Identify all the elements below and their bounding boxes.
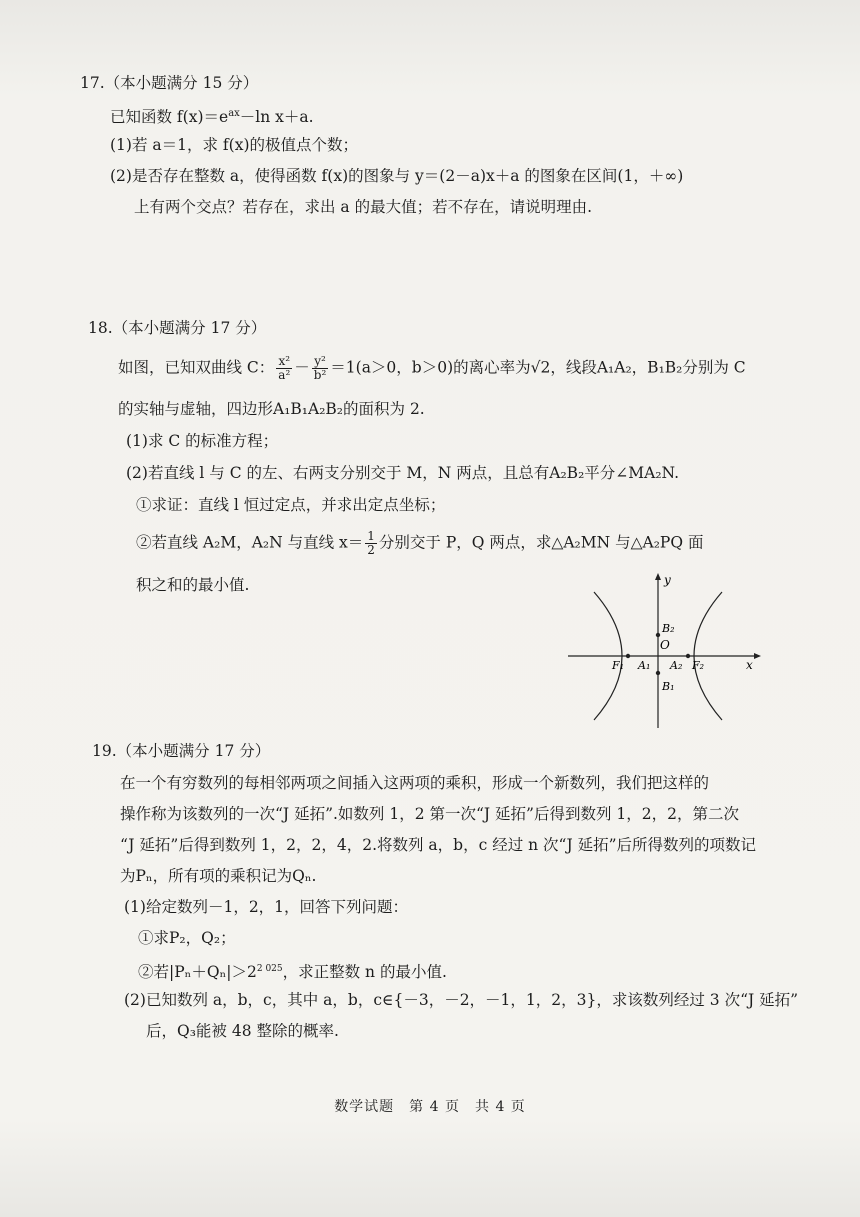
q19-stem-line3: “J 延拓”后得到数列 1，2，2，4，2.将数列 a，b，c 经过 n 次“J 延拓”后所得数列的项数记 [120, 836, 757, 854]
q17-stem: 已知函数 $f(x)=e^{ax}-\ln$ x＋a. [110, 108, 314, 127]
q18-heading: 18.（本小题满分 17 分） [88, 319, 267, 337]
q18-part2-i: ①求证：直线 l 恒过定点，并求出定点坐标； [136, 496, 446, 514]
q19-stem-line1: 在一个有穷数列的每相邻两项之间插入这两项的乘积，形成一个新数列，我们把这样的 [120, 774, 710, 792]
q18-stem-line1: 如图，已知双曲线 C： $\frac{\text{x²}}{\text{a²}}$ － $\frac{\text{y²}}{\text{b²}}$ ＝1(a＞0，b＞0)的离心率为√2，线段A₁A₂，B₁B₂分别为 C [118, 354, 746, 382]
y-axis-arrow [655, 573, 661, 580]
fraction-y2-b2: $\frac{\text{y²}}{\text{b²}}$ [313, 354, 327, 382]
point-F2 [686, 654, 690, 658]
q19-part1-ii: ②若$|P_n+Q_n|>2^{2 025}$，求正整数 n 的最小值. [138, 963, 447, 982]
q18-part2-ii-cont: 积之和的最小值. [136, 576, 250, 594]
page-footer: 数学试题 第 4 页 共 4 页 [334, 1099, 526, 1115]
label-A2: A₂ [670, 659, 683, 672]
q19-part2-line2: 后，Q₃能被 48 整除的概率. [146, 1022, 339, 1040]
q19-part1: (1)给定数列－1，2，1，回答下列问题： [124, 898, 409, 916]
label-F2: F₂ [692, 659, 705, 672]
label-F1: F₁ [612, 659, 625, 672]
q19-stem-line4: 为Pₙ，所有项的乘积记为Qₙ. [120, 867, 317, 885]
q17-heading: 17.（本小题满分 15 分） [80, 74, 259, 92]
x-axis-arrow [754, 653, 761, 659]
label-y: y [664, 573, 671, 587]
q19-part1-i: ①求P₂，Q₂； [138, 929, 236, 947]
q18-part1: (1)求 C 的标准方程； [126, 432, 279, 450]
point-F1 [626, 654, 630, 658]
label-B2: B₂ [662, 622, 675, 635]
fraction-x2-a2: $\frac{\text{x²}}{\text{a²}}$ [278, 354, 291, 382]
label-B1: B₁ [662, 680, 675, 693]
label-O: O [660, 638, 670, 652]
q19-part2-line1: (2)已知数列 a，b，c，其中 a，b，c∈{－3，－2，－1，1，2，3}，求该数列经过 3 次“J 延拓” [124, 991, 799, 1009]
label-A1: A₁ [638, 659, 651, 672]
point-B2 [656, 633, 660, 637]
q17-part2-line2: 上有两个交点？若存在，求出 a 的最大值；若不存在，请说明理由. [134, 198, 593, 216]
q18-part2-ii: ②若直线 A₂M，A₂N 与直线 x＝ $\frac{1}{2}$ 分别交于 P，Q 两点，求△A₂MN 与△A₂PQ 面 [136, 529, 704, 557]
q19-heading: 19.（本小题满分 17 分） [92, 742, 271, 760]
q17-part2-line1: (2)是否存在整数 a，使得函数 f(x)的图象与 y＝(2－a)x＋a 的图象在区间(1，＋∞) [110, 167, 684, 185]
label-x: x [746, 658, 753, 672]
point-B1 [656, 671, 660, 675]
q18-stem-line2: 的实轴与虚轴，四边形A₁B₁A₂B₂的面积为 2. [118, 400, 425, 418]
q18-part2: (2)若直线 l 与 C 的左、右两支分别交于 M，N 两点，且总有A₂B₂平分∠MA₂N. [126, 464, 680, 482]
q19-stem-line2: 操作称为该数列的一次“J 延拓”.如数列 1，2 第一次“J 延拓”后得到数列 1，2，2，第二次 [120, 805, 739, 823]
q17-part1: (1)若 a＝1，求 f(x)的极值点个数； [110, 136, 358, 154]
hyperbola-figure [568, 570, 768, 730]
fraction-one-half: $\frac{1}{2}$ [367, 529, 375, 557]
